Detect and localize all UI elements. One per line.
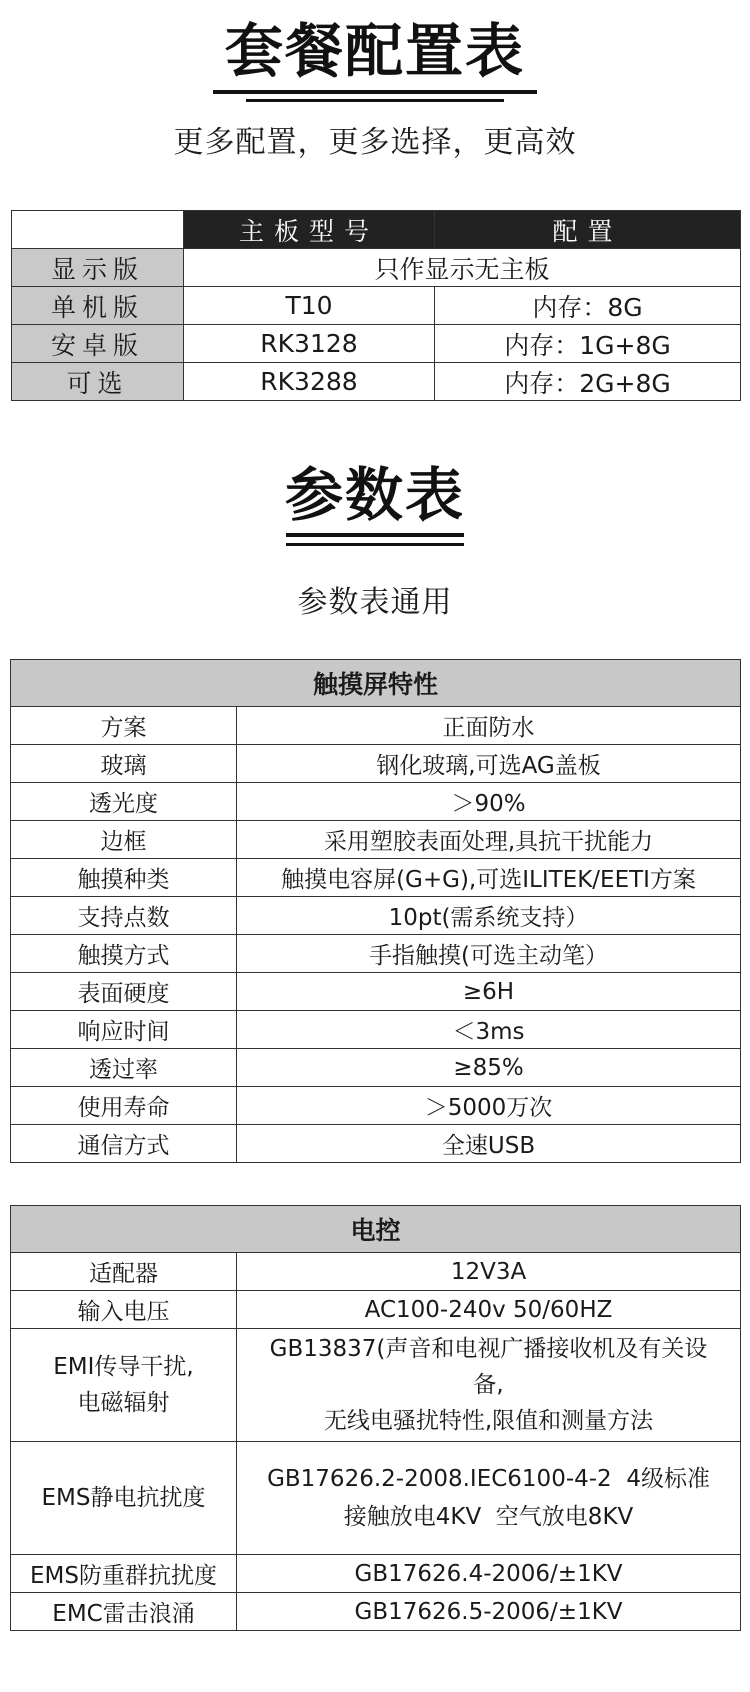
table-row <box>12 249 741 287</box>
table-row <box>11 745 741 783</box>
spec-key: 玻璃 <box>11 745 237 783</box>
spec-value: 采用塑胶表面处理,具抗干扰能力 <box>237 821 741 859</box>
spec-value: 手指触摸(可选主动笔） <box>237 935 741 973</box>
table-row <box>11 1049 741 1087</box>
spec-key: 透过率 <box>11 1049 237 1087</box>
table-header-row <box>12 211 741 249</box>
spec-value <box>237 1329 741 1442</box>
spec-value: 全速USB <box>237 1125 741 1163</box>
table-row <box>11 1593 741 1631</box>
table-row <box>11 1291 741 1329</box>
spec-value <box>237 1442 741 1555</box>
spec-key: 响应时间 <box>11 1011 237 1049</box>
spec-value-line: 备, <box>473 1372 504 1398</box>
table-title: 触摸屏特性 <box>11 660 741 707</box>
table-row <box>11 859 741 897</box>
spec-key: 透光度 <box>11 783 237 821</box>
spec-value: 钢化玻璃,可选AG盖板 <box>237 745 741 783</box>
row-label: 可选 <box>12 363 184 401</box>
spec-value: ＞5000万次 <box>237 1087 741 1125</box>
spec-value-line: GB13837(声音和电视广播接收机及有关设 <box>269 1336 708 1362</box>
table-row <box>11 707 741 745</box>
table-row <box>11 1329 741 1442</box>
spec-value: GB17626.5-2006/±1KV <box>237 1593 741 1631</box>
row-spec: 内存：8G <box>435 287 741 325</box>
spec-key: 触摸方式 <box>11 935 237 973</box>
row-spec: 内存：1G+8G <box>435 325 741 363</box>
row-label: 单机版 <box>12 287 184 325</box>
spec-key <box>11 1329 237 1442</box>
spec-key-line: 电磁辐射 <box>77 1390 170 1416</box>
spec-key: 表面硬度 <box>11 973 237 1011</box>
title-underline-bar-lower <box>246 99 504 102</box>
spec-value-line: 接触放电4KV 空气放电8KV <box>343 1504 634 1530</box>
table-row <box>11 1087 741 1125</box>
spec-key: 方案 <box>11 707 237 745</box>
table-row <box>12 325 741 363</box>
spec-value: 触摸电容屏(G+G),可选ILITEK/EETI方案 <box>237 859 741 897</box>
header-board-model: 主板型号 <box>184 211 435 249</box>
config-table <box>11 210 741 401</box>
row-model: RK3128 <box>184 325 435 363</box>
spec-key: EMC雷击浪涌 <box>11 1593 237 1631</box>
spec-value: ≥85% <box>237 1049 741 1087</box>
spec-value: ＜3ms <box>237 1011 741 1049</box>
spec-value: ＞90% <box>237 783 741 821</box>
table-row <box>11 1442 741 1555</box>
spec-key: 使用寿命 <box>11 1087 237 1125</box>
title-underline-bar <box>286 533 464 537</box>
header-blank-cell <box>12 211 184 249</box>
title-underline-bar-lower <box>286 543 464 546</box>
spec-value: ≥6H <box>237 973 741 1011</box>
spec-key: 适配器 <box>11 1253 237 1291</box>
row-value: 只作显示无主板 <box>184 249 741 287</box>
spec-key: 触摸种类 <box>11 859 237 897</box>
spec-key: 支持点数 <box>11 897 237 935</box>
spec-value-line: 无线电骚扰特性,限值和测量方法 <box>323 1408 654 1434</box>
table-row <box>11 783 741 821</box>
table-row <box>11 821 741 859</box>
subtitle-params: 参数表通用 <box>297 585 453 620</box>
spec-value: AC100-240v 50/60HZ <box>237 1291 741 1329</box>
touch-spec-table <box>10 659 741 1163</box>
spec-value: 12V3A <box>237 1253 741 1291</box>
table-row <box>11 1555 741 1593</box>
title-underline-bar <box>213 90 537 94</box>
spec-value: 10pt(需系统支持） <box>237 897 741 935</box>
spec-key-line: EMI传导干扰, <box>53 1354 194 1380</box>
row-label: 安卓版 <box>12 325 184 363</box>
page-title-config: 套餐配置表 <box>224 17 525 85</box>
spec-value-line: GB17626.2-2008.IEC6100-4-2 4级标准 <box>267 1466 710 1492</box>
table-row <box>11 935 741 973</box>
page-title-params: 参数表 <box>284 461 465 529</box>
control-spec-table <box>10 1205 741 1631</box>
table-row <box>11 973 741 1011</box>
spec-value: GB17626.4-2006/±1KV <box>237 1555 741 1593</box>
header-config: 配置 <box>435 211 741 249</box>
table-row <box>11 897 741 935</box>
row-model: RK3288 <box>184 363 435 401</box>
table-row <box>11 1253 741 1291</box>
spec-key: EMS防重群抗扰度 <box>11 1555 237 1593</box>
spec-key: EMS静电抗扰度 <box>11 1442 237 1555</box>
table-row <box>12 363 741 401</box>
table-row <box>11 1125 741 1163</box>
spec-key: 通信方式 <box>11 1125 237 1163</box>
row-label: 显示版 <box>12 249 184 287</box>
row-spec: 内存：2G+8G <box>435 363 741 401</box>
subtitle-config: 更多配置，更多选择，更高效 <box>173 125 577 160</box>
row-model: T10 <box>184 287 435 325</box>
table-row <box>12 287 741 325</box>
table-row <box>11 1011 741 1049</box>
spec-key: 输入电压 <box>11 1291 237 1329</box>
spec-value: 正面防水 <box>237 707 741 745</box>
table-title: 电控 <box>11 1206 741 1253</box>
spec-key: 边框 <box>11 821 237 859</box>
